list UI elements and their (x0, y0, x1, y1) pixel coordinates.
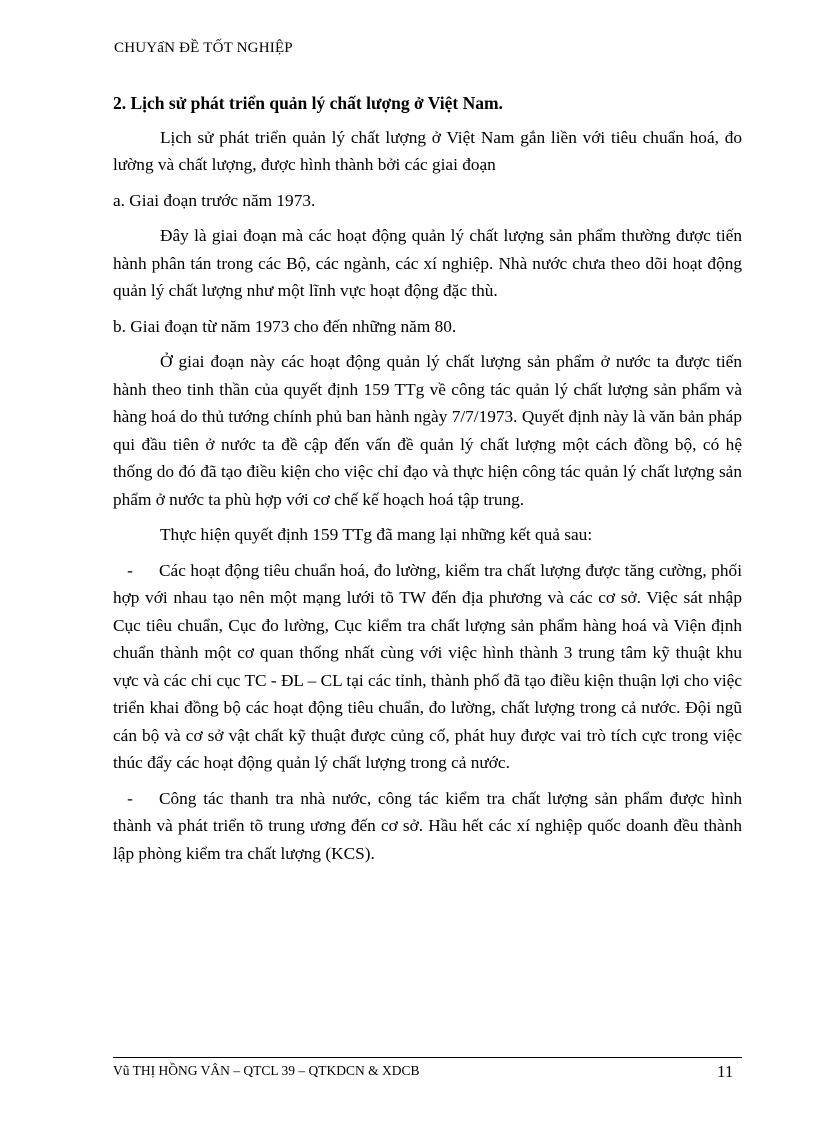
running-header: CHUYấN ĐỀ TỐT NGHIỆP (114, 40, 293, 56)
subheading-b: b. Giai đoạn từ năm 1973 cho đến những năm 80. (113, 316, 457, 336)
page-number: 11 (717, 1062, 734, 1081)
results-intro-paragraph: Thực hiện quyết định 159 TTg đã mang lại những kết quả sau: (160, 525, 593, 544)
paragraph-b: Ở giai đoạn này các hoạt động quản lý chất lượng sản phẩm ở nước ta được tiến hành theo tinh thần của quyết định 159 TTg về công tác quản lý chất lượng sản phẩm và hàng hoá do thủ tướng chính phủ ban hành ngày 7/7/1973. Quyết định này là văn bản pháp qui đầu tiên ở nước ta đề cập đến vấn đề quản lý chất lượng một cách đồng bộ, có hệ thống do đó đã tạo điều kiện cho việc chỉ đạo và thực hiện công tác quản lý chất lượng sản phẩm ở nước ta phù hợp với cơ chế kế hoạch hoá tập trung. (113, 352, 742, 509)
bullet-item (113, 785, 742, 868)
section-heading: 2. Lịch sử phát triển quản lý chất lượng ở Việt Nam. (113, 93, 503, 113)
footer-author: Vũ THỊ HỒNG VÂN – QTCL 39 – QTKDCN & XDCB (113, 1063, 420, 1078)
bullet-text: Các hoạt động tiêu chuẩn hoá, đo lường, kiểm tra chất lượng được tăng cường, phối hợp với nhau tạo nên một mạng lưới tõ TW đến địa phương và các cơ sở. Việc sát nhập Cục tiêu chuẩn, Cục đo lường, Cục kiểm tra chất lượng sản phẩm hàng hoá và Viện định chuẩn thành một cơ quan thống nhất cùng với việc hình thành 3 trung tâm kỹ thuật khu vực và các chi cục TC - ĐL – CL tại các tỉnh, thành phố đã tạo điều kiện thuận lợi cho việc triển khai đồng bộ các hoạt động tiêu chuẩn, đo lường, chất lượng trong cả nước. Đội ngũ cán bộ và cơ sở vật chất kỹ thuật được củng cố, phát huy được vai trò tích cực trong việc thúc đẩy các hoạt động quản lý chất lượng trong cả nước. (113, 560, 742, 772)
page-body (113, 80, 742, 867)
bullet-dash: - (127, 788, 133, 808)
bullet-text: Công tác thanh tra nhà nước, công tác kiểm tra chất lượng sản phẩm được hình thành và phát triển tõ trung ương đến cơ sở. Hầu hết các xí nghiệp quốc doanh đều thành lập phòng kiểm tra chất lượng (KCS). (113, 788, 742, 863)
footer-rule (113, 1057, 742, 1058)
paragraph-a: Đây là giai đoạn mà các hoạt động quản lý chất lượng sản phẩm thường được tiến hành phân tán trong các Bộ, các ngành, các xí nghiệp. Nhà nước chưa theo dõi hoạt động quản lý chất lượng như một lĩnh vực hoạt động đặc thù. (113, 226, 742, 300)
bullet-item (113, 557, 742, 777)
bullet-dash: - (127, 560, 133, 580)
intro-paragraph: Lịch sử phát triển quản lý chất lượng ở Việt Nam gắn liền với tiêu chuẩn hoá, đo lường và chất lượng, được hình thành bởi các giai đoạn (113, 127, 742, 174)
subheading-a: a. Giai đoạn trước năm 1973. (113, 190, 316, 210)
